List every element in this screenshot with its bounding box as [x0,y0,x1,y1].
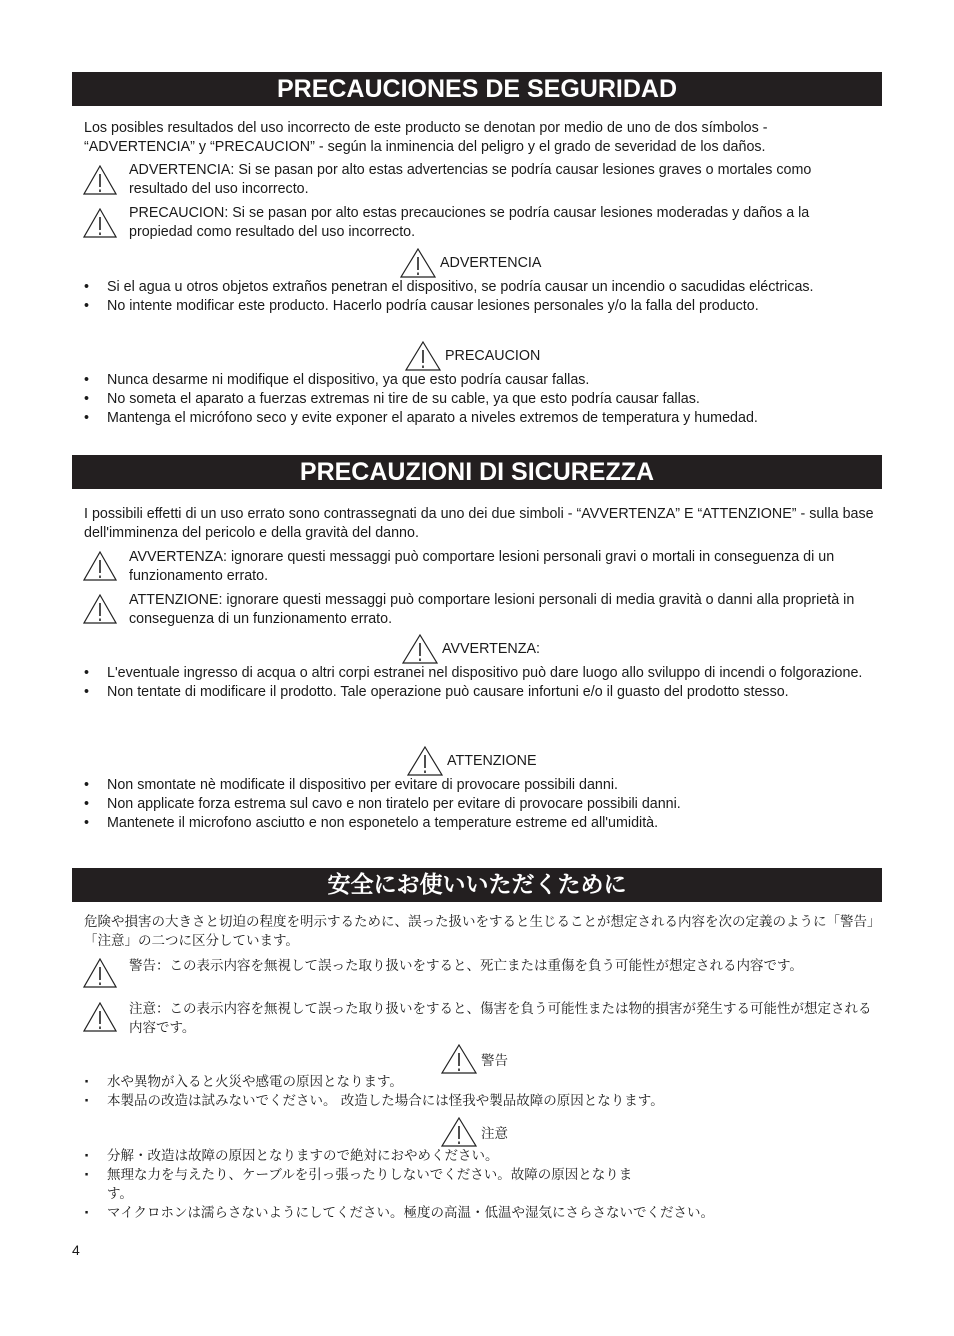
warning-heading-label: ADVERTENCIA [440,255,542,271]
list-item: • No someta el aparato a fuerzas extremas ni tire de su cable, ya que esto podría causar fallas. [84,390,874,409]
warning-heading-es [400,248,541,278]
definition-warning-it: AVVERTENZA: ignorare questi messaggi può comportare lesioni personali gravi o mortali in conseguenza di un funzionamento errato. [129,549,835,584]
list-item: · マイクロホンは濡らさないようにしてください。極度の高温・低温や湿気にさらさないでください。 [84,1204,874,1223]
caution-list-ja [84,1147,874,1223]
caution-heading-label: 注意 [481,1126,508,1142]
list-item: • Nunca desarme ni modifique el dispositivo, ya que esto podría causar fallas. [84,371,874,390]
caution-heading-ja [441,1117,508,1147]
list-item: • Non applicate forza estrema sul cavo e non tiratelo per evitare di provocare possibili danni. [84,795,874,814]
caution-list-es [84,371,874,428]
definition-warning-ja: 警告：この表示内容を無視して誤った取り扱いをすると、死亡または重傷を負う可能性が想定される内容です。 [129,958,803,974]
warning-heading-it [402,634,540,664]
list-item: · 本製品の改造は試みないでください。 改造した場合には怪我や製品故障の原因となります。 [84,1092,874,1111]
caution-triangle-icon [83,594,117,624]
warning-triangle-icon [83,958,117,988]
caution-list-it [84,776,874,833]
list-item: • Non smontate nè modificate il dispositivo per evitare di provocare possibili danni. [84,776,874,795]
warning-heading-label: 警告 [481,1053,508,1069]
section-title-es: PRECAUCIONES DE SEGURIDAD [72,72,882,106]
list-item: • Mantenga el micrófono seco y evite exponer el aparato a niveles extremos de temperatura y humedad. [84,409,874,428]
warning-list-ja [84,1073,874,1111]
list-item: • No intente modificar este producto. Hacerlo podría causar lesiones personales y/o la falla del producto. [84,297,874,316]
caution-heading-label: PRECAUCION [445,348,541,364]
list-item: • Si el agua u otros objetos extraños penetran el dispositivo, se podría causar un incendio o sacudidas eléctricas. [84,278,874,297]
definition-warning-es: ADVERTENCIA: Si se pasan por alto estas advertencias se podría causar lesiones graves o mortales como resultado del uso incorrecto. [129,162,812,197]
caution-heading-it [407,746,537,776]
list-item: • Non tentate di modificare il prodotto. Tale operazione può causare infortuni e/o il guasto del prodotto stesso. [84,683,874,702]
caution-triangle-icon [407,746,443,776]
warning-heading-ja [441,1044,508,1074]
intro-text-ja: 危険や損害の大きさと切迫の程度を明示するために、誤った扱いをすると生じることが想定される内容を次の定義のように「警告」「注意」の二つに区分しています。 [84,914,874,949]
warning-triangle-icon [402,634,438,664]
warning-heading-label: AVVERTENZA: [442,641,540,657]
intro-text-es: Los posibles resultados del uso incorrecto de este producto se denotan por medio de uno de dos símbolos - “ADVERTENCIA” y “PRECAUCION” - según la inminencia del peligro y el grado de severidad de los daños. [84,120,768,155]
warning-list-es [84,278,874,316]
warning-triangle-icon [441,1044,477,1074]
definition-caution-ja: 注意：この表示内容を無視して誤った取り扱いをすると、傷害を負う可能性または物的損害が発生する可能性が想定される内容です。 [129,1001,872,1036]
warning-triangle-icon [83,165,117,195]
list-item: · 水や異物が入ると火災や感電の原因となります。 [84,1073,874,1092]
section-title-ja: 安全にお使いいただくために [72,868,882,902]
definition-caution-it: ATTENZIONE: ignorare questi messaggi può comportare lesioni personali di media gravità o danni alla proprietà in conseguenza di un funzionamento errato. [129,592,855,627]
warning-triangle-icon [83,551,117,581]
warning-triangle-icon [400,248,436,278]
caution-triangle-icon [441,1117,477,1147]
list-item: • L'eventuale ingresso di acqua o altri corpi estranei nel dispositivo può dare luogo allo sviluppo di incendi o folgorazione. [84,664,874,683]
caution-heading-label: ATTENZIONE [447,753,537,769]
list-item: · 無理な力を与えたり、ケーブルを引っ張ったりしないでください。故障の原因となります。 [84,1166,647,1204]
page-number: 4 [72,1242,80,1258]
caution-triangle-icon [83,208,117,238]
intro-text-it: I possibili effetti di un uso errato sono contrassegnati da uno dei due simboli - “AVVERTENZA” E “ATTENZIONE” - sulla base dell'imminenza del pericolo e della gravità del danno. [84,506,874,541]
section-title-it: PRECAUZIONI DI SICUREZZA [72,455,882,489]
list-item: • Mantenete il microfono asciutto e non esponetelo a temperature estreme ed all'umidità. [84,814,874,833]
caution-triangle-icon [405,341,441,371]
list-item: · 分解・改造は故障の原因となりますので絶対におやめください。 [84,1147,874,1166]
caution-triangle-icon [83,1002,117,1032]
caution-heading-es [405,341,540,371]
definition-caution-es: PRECAUCION: Si se pasan por alto estas precauciones se podría causar lesiones moderadas y daños a la propiedad como resultado del uso incorrecto. [129,205,810,240]
warning-list-it [84,664,874,702]
